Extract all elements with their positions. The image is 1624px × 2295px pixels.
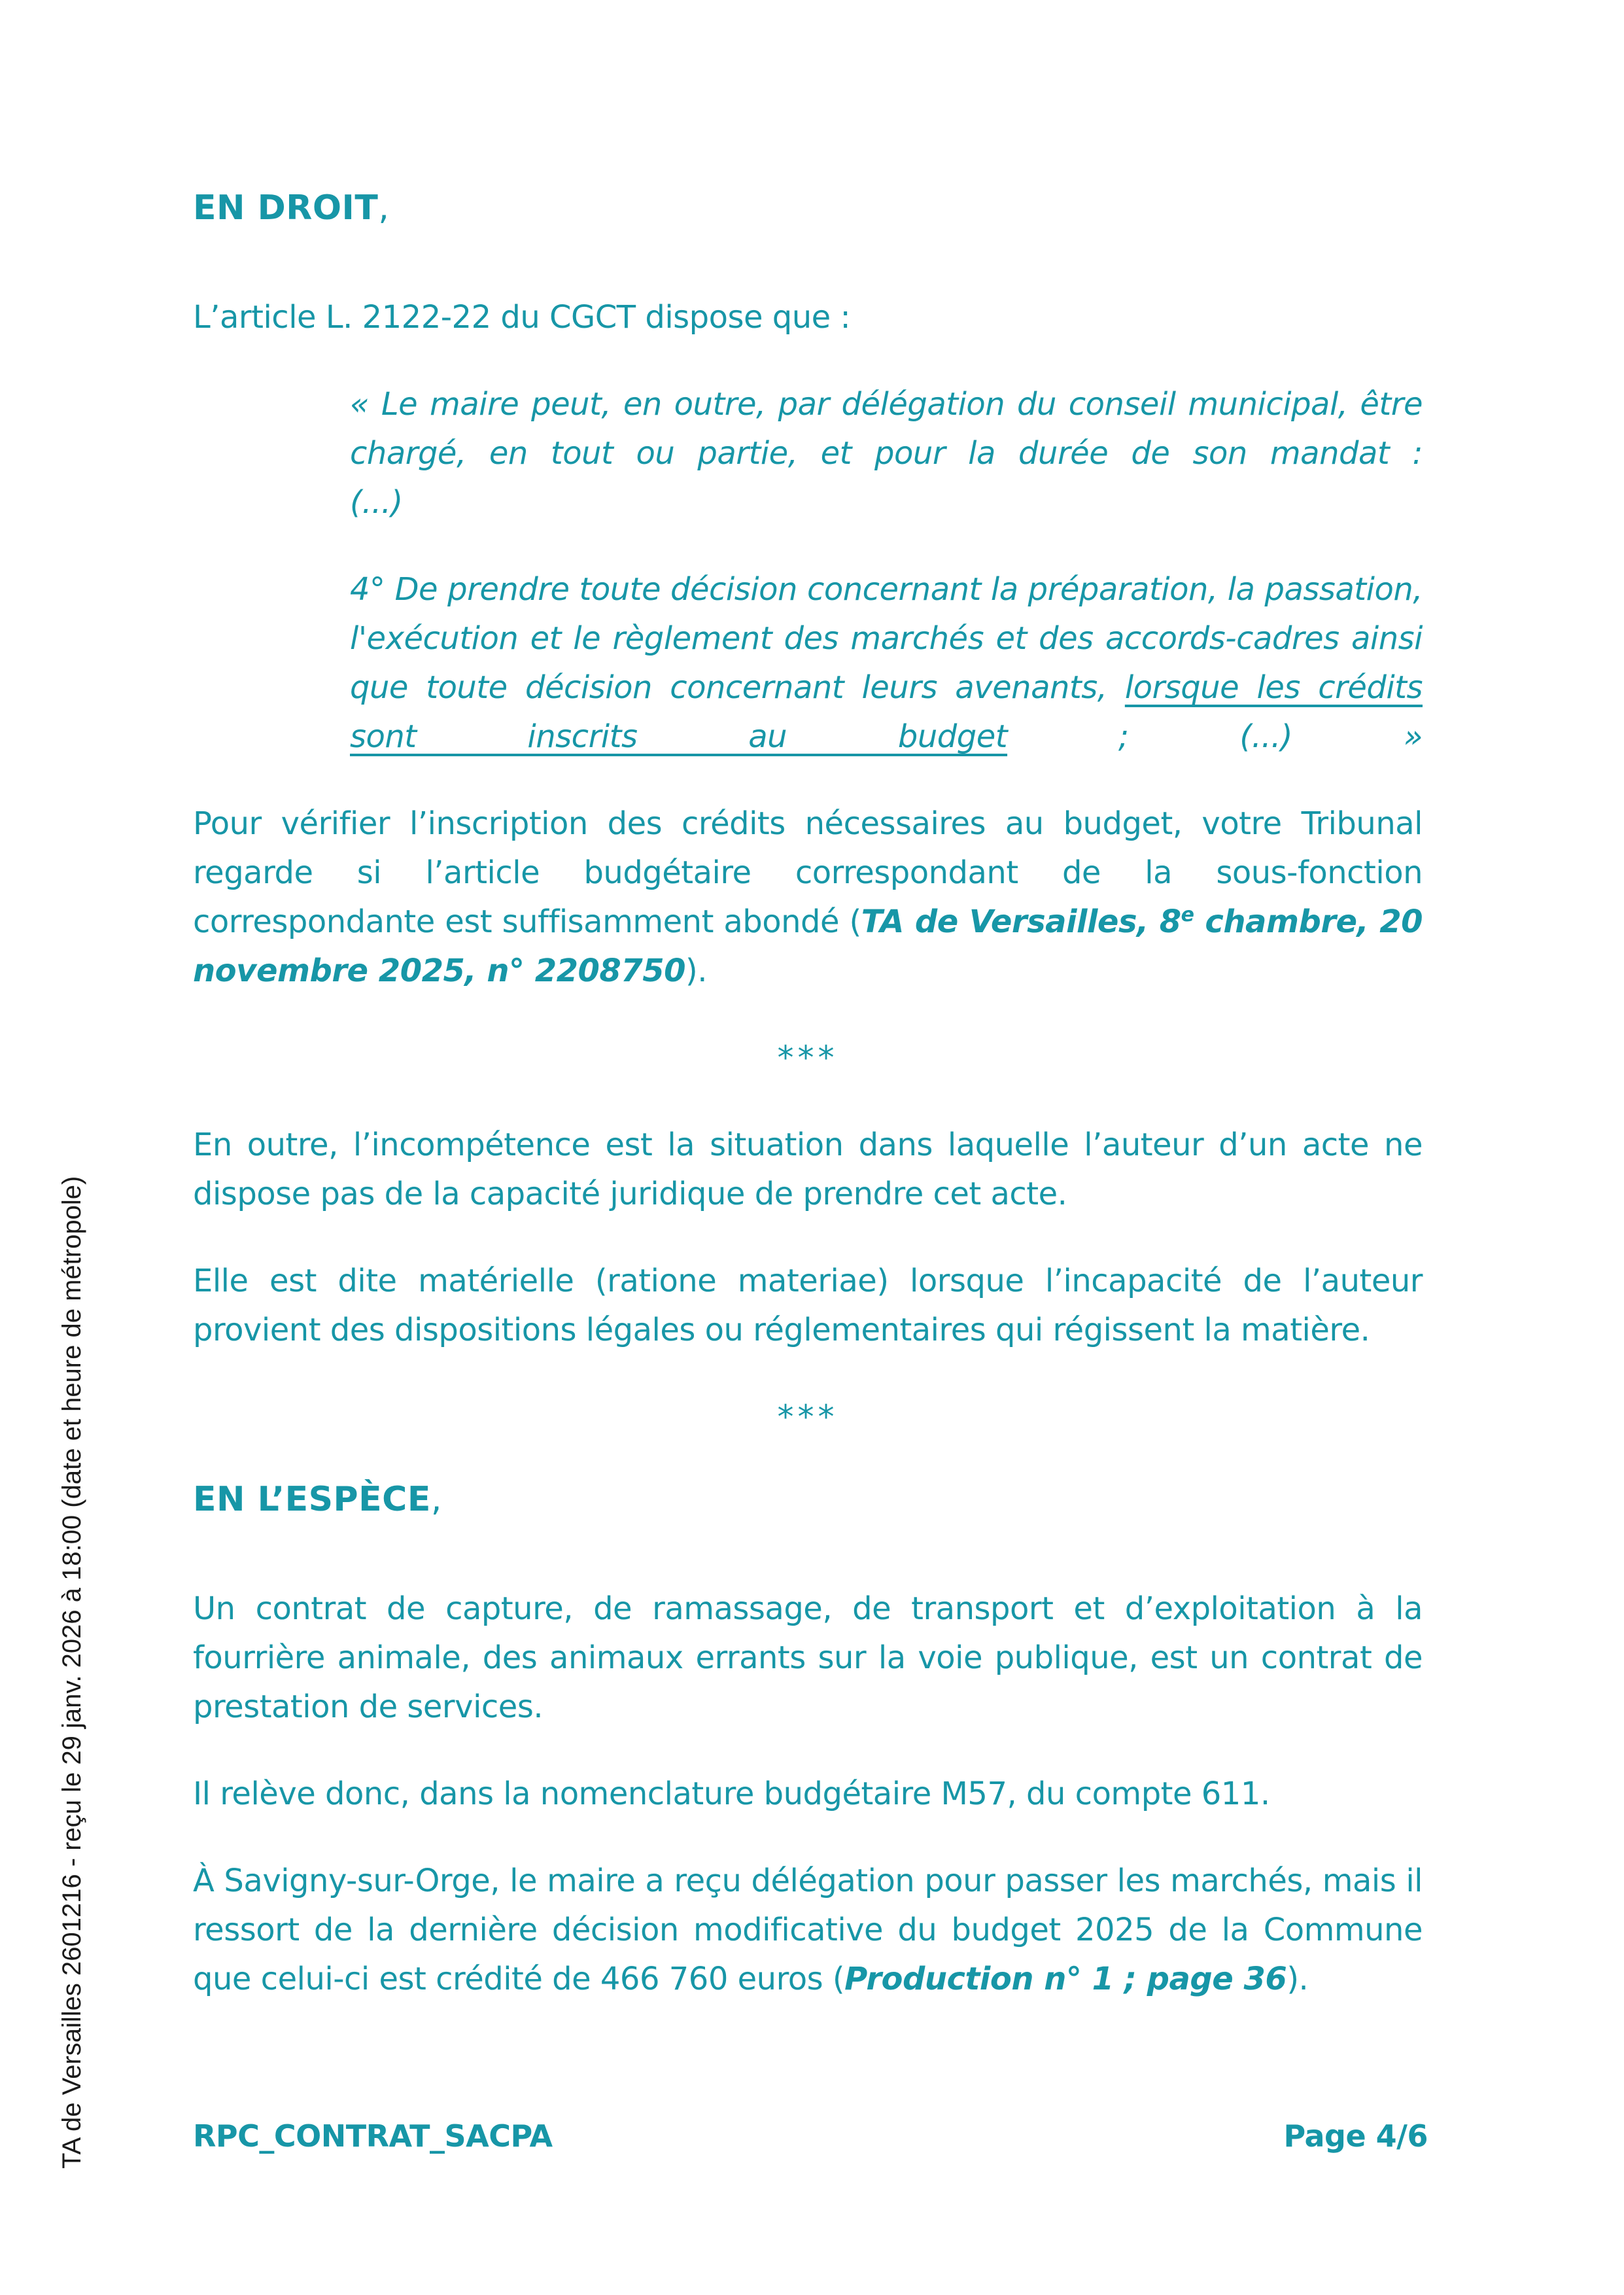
section-separator-2: ***	[777, 1398, 838, 1436]
footer-document-ref: RPC_CONTRAT_SACPA	[193, 2118, 553, 2154]
case-citation-superscript: e	[1181, 903, 1194, 926]
paragraph-nomenclature: Il relève donc, dans la nomenclature budgétaire M57, du compte 611.	[193, 1776, 1270, 1812]
paragraph-savigny-text: À Savigny-sur-Orge, le maire a reçu délégation pour passer les marchés, mais il ressort de la dernière décision modificative du budget 2025 de la Commune que celui-ci est crédité de 466 760 euros (	[193, 1863, 1423, 1997]
document-body	[193, 188, 1423, 2042]
quote-block-2	[350, 565, 1423, 762]
production-reference: Production n° 1 ; page 36	[844, 1961, 1287, 1997]
paragraph-tribunal-end: ).	[685, 953, 707, 989]
section-heading-en-espece	[193, 1480, 1423, 1519]
heading-text: EN L’ESPÈCE	[193, 1480, 431, 1519]
case-citation: TA de Versailles, 8	[861, 903, 1181, 940]
quote-block-1	[350, 380, 1423, 527]
paragraph-materielle: Elle est dite matérielle (ratione materiae) lorsque l’incapacité de l’auteur provient des dispositions légales ou réglementaires qui régissent la matière.	[193, 1263, 1423, 1348]
page-footer	[193, 2118, 1428, 2154]
paragraph-savigny-end: ).	[1287, 1961, 1309, 1997]
heading-comma: ,	[378, 188, 390, 228]
quote-2-text: 4° De prendre toute décision concernant la préparation, la passation, l'exécution et le règlement des marchés et des accords-cadres ainsi que toute décision concernant leurs avenants,	[350, 571, 1423, 706]
section-separator-1: ***	[777, 1039, 838, 1077]
quote-1-ellipsis: (...)	[350, 484, 403, 521]
quote-2-end: ; (...) »	[1007, 718, 1423, 755]
paragraph-tribunal	[193, 799, 1423, 996]
heading-text: EN DROIT	[193, 188, 379, 228]
paragraph-savigny	[193, 1857, 1423, 2004]
paragraph-intro: L’article L. 2122-22 du CGCT dispose que :	[193, 299, 851, 336]
paragraph-contrat: Un contrat de capture, de ramassage, de transport et d’exploitation à la fourrière animale, des animaux errants sur la voie publique, est un contrat de prestation de services.	[193, 1590, 1423, 1725]
paragraph-incompetence: En outre, l’incompétence est la situation dans laquelle l’auteur d’un acte ne dispose pas de la capacité juridique de prendre cet acte.	[193, 1127, 1423, 1212]
case-citation-continued: chambre, 20 novembre 2025, n° 2208750	[193, 903, 1423, 989]
heading-comma: ,	[430, 1480, 442, 1519]
section-heading-en-droit	[193, 188, 1423, 228]
footer-page-number: Page 4/6	[1283, 2118, 1428, 2154]
underlined-passage: lorsque les crédits sont inscrits au budget	[350, 669, 1423, 755]
paragraph-tribunal-text: Pour vérifier l’inscription des crédits nécessaires au budget, votre Tribunal regarde si l’article budgétaire correspondant de la sous-fonction correspondante est suffisamment abondé (	[193, 805, 1423, 940]
filing-stamp-vertical-text: TA de Versailles 2601216 - reçu le 29 janv. 2026 à 18:00 (date et heure de métropole)	[58, 1176, 86, 2169]
quote-1-text: « Le maire peut, en outre, par délégation du conseil municipal, être chargé, en tout ou partie, et pour la durée de son mandat :	[350, 386, 1423, 472]
